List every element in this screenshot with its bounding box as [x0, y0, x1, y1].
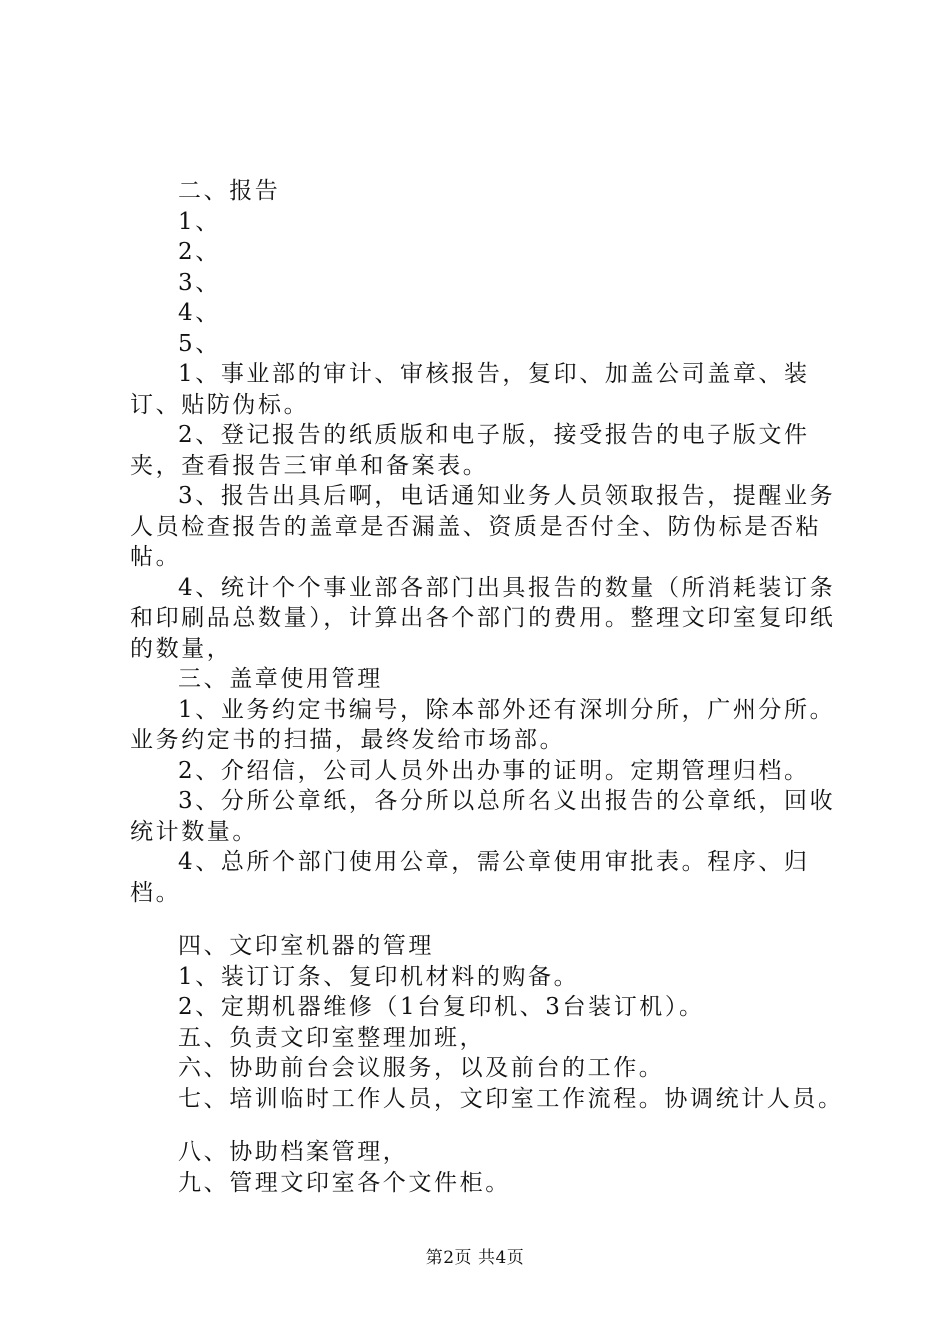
paragraph: 2、登记报告的纸质版和电子版，接受报告的电子版文件夹，查看报告三审单和备案表。 — [130, 422, 810, 479]
section-heading-report: 二、报告 — [178, 178, 281, 204]
paragraph: 3、分所公章纸，各分所以总所名义出报告的公章纸，回收统计数量。 — [130, 788, 836, 845]
list-item: 2、 — [178, 239, 221, 265]
document-body — [130, 176, 850, 1198]
list-item: 5、 — [178, 330, 221, 357]
paragraph: 2、定期机器维修（1台复印机、3台装订机）。 — [178, 994, 705, 1020]
section-heading-archive: 八、协助档案管理， — [178, 1139, 409, 1165]
section-heading-cabinets: 九、管理文印室各个文件柜。 — [178, 1169, 511, 1196]
paragraph: 1、事业部的审计、审核报告，复印、加盖公司盖章、装订、贴防伪标。 — [130, 361, 810, 418]
list-item: 3、 — [178, 269, 221, 296]
page-footer: 第2页 共4页 — [425, 1248, 525, 1268]
section-heading-frontdesk: 六、协助前台会议服务，以及前台的工作。 — [178, 1055, 665, 1081]
list-item: 4、 — [178, 300, 221, 326]
paragraph: 4、总所个部门使用公章，需公章使用审批表。程序、归档。 — [130, 849, 810, 906]
section-heading-training: 七、培训临时工作人员，文印室工作流程。协调统计人员。 — [178, 1085, 844, 1112]
list-item: 1、 — [178, 208, 221, 235]
paragraph: 3、报告出具后啊，电话通知业务人员领取报告，提醒业务人员检查报告的盖章是否漏盖、资质是否付全、防伪标是否粘帖。 — [130, 483, 836, 570]
section-heading-overtime: 五、负责文印室整理加班， — [178, 1024, 486, 1051]
paragraph: 2、介绍信，公司人员外出办事的证明。定期管理归档。 — [178, 757, 810, 784]
paragraph: 4、统计个个事业部各部门出具报告的数量（所消耗装订条和印刷品总数量），计算出各个部门的费用。整理文印室复印纸的数量， — [130, 574, 836, 662]
paragraph: 1、业务约定书编号，除本部外还有深圳分所，广州分所。业务约定书的扫描，最终发给市场部。 — [130, 696, 836, 753]
paragraph: 1、装订订条、复印机材料的购备。 — [178, 963, 580, 990]
section-heading-machines: 四、文印室机器的管理 — [178, 933, 434, 959]
section-heading-seal: 三、盖章使用管理 — [178, 666, 383, 692]
